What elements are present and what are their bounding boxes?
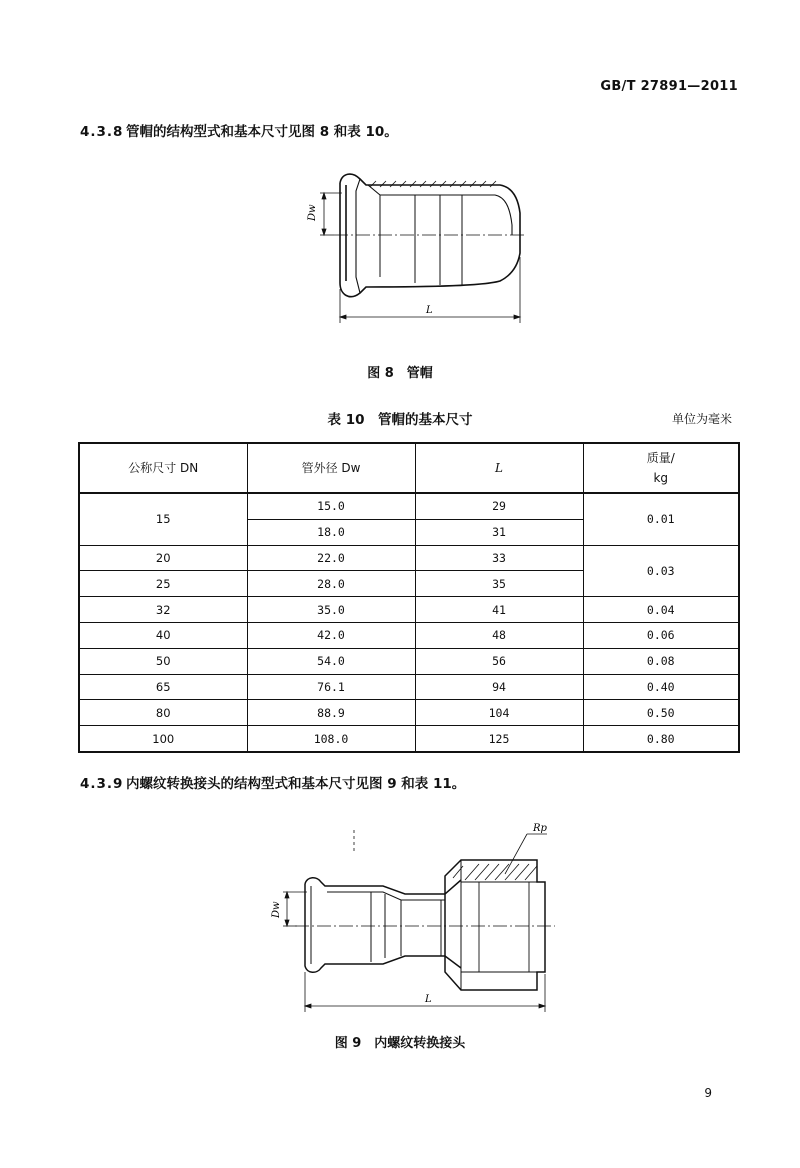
cell-dw: 76.1 [247,674,415,700]
cell-l: 56 [415,648,583,674]
figure-8-l-label: L [426,305,433,316]
clause-number: 4.3.8 [80,124,124,140]
page-number: 9 [704,1086,712,1100]
cell-mass: 0.80 [583,726,739,752]
header-l: L [415,443,583,493]
table-row [79,597,739,623]
cell-dw: 42.0 [247,622,415,648]
figure-8-dw-label: Dw [307,204,318,221]
cell-dw: 18.0 [247,519,415,545]
table-row [79,648,739,674]
clause-4-3-9 [80,772,465,792]
cell-dn: 100 [79,726,247,752]
figure-9-dw-label: Dw [271,901,282,918]
cell-dn: 80 [79,700,247,726]
cell-l: 41 [415,597,583,623]
header-dn: 公称尺寸 DN [79,443,247,493]
figure-9-caption: 图 9 内螺纹转换接头 [334,1036,466,1051]
cell-l: 48 [415,622,583,648]
cell-mass: 0.04 [583,597,739,623]
cell-dn: 15 [79,493,247,545]
header-mass-line1: 质量/ [646,451,675,465]
cell-mass: 0.08 [583,648,739,674]
figure-8-pipe-cap-drawing [300,165,530,325]
figure-8-caption: 图 8 管帽 [367,366,433,381]
header-mass [583,443,739,493]
cell-l: 29 [415,493,583,519]
cell-dn: 20 [79,545,247,571]
cell-l: 125 [415,726,583,752]
cell-dn: 32 [79,597,247,623]
clause-4-3-8 [80,120,398,140]
cell-dw: 35.0 [247,597,415,623]
table-10-pipe-cap-dimensions [78,442,740,753]
figure-9-rp-label: Rp [533,823,547,834]
cell-mass: 0.50 [583,700,739,726]
cell-l: 104 [415,700,583,726]
table-row [79,700,739,726]
table-row [79,493,739,519]
table-row [79,674,739,700]
header-dw: 管外径 Dw [247,443,415,493]
cell-l: 94 [415,674,583,700]
cell-dn: 50 [79,648,247,674]
cell-l: 31 [415,519,583,545]
table-row [79,622,739,648]
cell-mass: 0.03 [583,545,739,597]
cell-mass: 0.01 [583,493,739,545]
cell-mass: 0.06 [583,622,739,648]
table-10-title: 表 10 管帽的基本尺寸 [327,412,473,428]
table-header-row [79,443,739,493]
clause-number: 4.3.9 [80,776,124,792]
cell-dw: 54.0 [247,648,415,674]
cell-mass: 0.40 [583,674,739,700]
table-row [79,726,739,752]
figure-9-l-label: L [425,994,432,1005]
header-mass-line2: kg [653,471,669,485]
cell-dn: 40 [79,622,247,648]
table-10-unit-note: 单位为毫米 [671,412,732,426]
figure-9-female-thread-adapter-drawing [265,822,565,1012]
cell-dw: 15.0 [247,493,415,519]
cell-dn: 25 [79,571,247,597]
cell-dw: 22.0 [247,545,415,571]
cell-dw: 28.0 [247,571,415,597]
table-row [79,545,739,571]
cell-dn: 65 [79,674,247,700]
cell-l: 33 [415,545,583,571]
cell-l: 35 [415,571,583,597]
standard-code: GB/T 27891—2011 [600,79,738,94]
cell-dw: 88.9 [247,700,415,726]
clause-text: 管帽的结构型式和基本尺寸见图 8 和表 10。 [126,124,398,140]
clause-text: 内螺纹转换接头的结构型式和基本尺寸见图 9 和表 11。 [126,776,466,792]
cell-dw: 108.0 [247,726,415,752]
